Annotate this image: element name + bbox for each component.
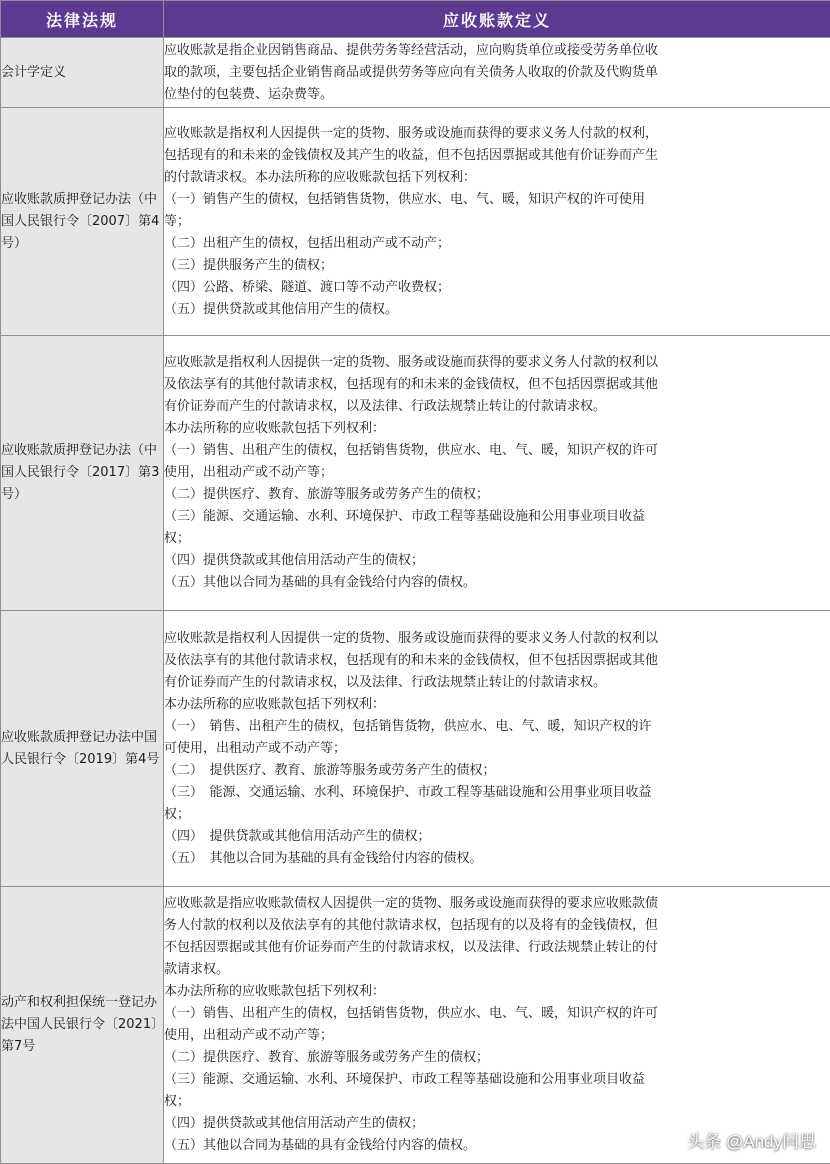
definition-line: 等； (164, 211, 830, 233)
definition-line: （五）提供贷款或其他信用产生的债权。 (164, 299, 830, 321)
definition-line: （一）销售、出租产生的债权，包括销售货物，供应水、电、气、暖，知识产权的许可 (164, 440, 830, 462)
table-header-row (1, 1, 830, 38)
definition-line: 权； (164, 528, 830, 550)
definition-line: （四） 提供贷款或其他信用活动产生的债权； (164, 826, 830, 848)
definition-line: 及依法享有的其他付款请求权，包括现有的和未来的金钱债权，但不包括因票据或其他 (164, 650, 830, 672)
definition-cell (164, 108, 830, 336)
definition-line: （五） 其他以合同为基础的具有金钱给付内容的债权。 (164, 848, 830, 870)
definition-line: 权； (164, 1091, 830, 1113)
law-name-2017: 应收账款质押登记办法（中国人民银行令〔2017〕第3号） (1, 336, 164, 611)
definition-line: 可使用，出租动产或不动产等； (164, 738, 830, 760)
definition-line: （三）提供服务产生的债权； (164, 255, 830, 277)
definition-line: 有价证券而产生的付款请求权，以及法律、行政法规禁止转让的付款请求权。 (164, 396, 830, 418)
header-law: 法律法规 (1, 1, 164, 38)
definition-line: （五）其他以合同为基础的具有金钱给付内容的债权。 (164, 572, 830, 594)
definition-cell (164, 611, 830, 887)
law-name-accounting: 会计学定义 (1, 38, 164, 108)
definition-line: （三） 能源、交通运输、水利、环境保护、市政工程等基础设施和公用事业项目收益 (164, 782, 830, 804)
table-row (1, 38, 830, 108)
definition-line: （三）能源、交通运输、水利、环境保护、市政工程等基础设施和公用事业项目收益 (164, 506, 830, 528)
definition-line: 应收账款是指应收账款债权人因提供一定的货物、服务或设施而获得的要求应收账款债 (164, 893, 830, 915)
law-name-2007: 应收账款质押登记办法（中国人民银行令〔2007〕第4号） (1, 108, 164, 336)
table-row (1, 887, 830, 1164)
definition-line: 位垫付的包装费、运杂费等。 (164, 84, 830, 106)
definition-line: （五）其他以合同为基础的具有金钱给付内容的债权。 (164, 1135, 830, 1157)
table-row (1, 336, 830, 611)
definition-line: （三）能源、交通运输、水利、环境保护、市政工程等基础设施和公用事业项目收益 (164, 1069, 830, 1091)
definition-line: 的付款请求权。本办法所称的应收账款包括下列权利： (164, 167, 830, 189)
table-row (1, 611, 830, 887)
definition-line: （一）销售、出租产生的债权，包括销售货物，供应水、电、气、暖，知识产权的许可 (164, 1003, 830, 1025)
definition-line: （二）提供医疗、教育、旅游等服务或劳务产生的债权； (164, 1047, 830, 1069)
definition-line: （二）出租产生的债权，包括出租动产或不动产； (164, 233, 830, 255)
definition-line: （四）提供贷款或其他信用活动产生的债权； (164, 550, 830, 572)
definition-line: 权； (164, 804, 830, 826)
law-name-2021: 动产和权利担保统一登记办法中国人民银行令〔2021〕第7号 (1, 887, 164, 1164)
definition-cell (164, 38, 830, 108)
definition-line: （一） 销售、出租产生的债权，包括销售货物，供应水、电、气、暖，知识产权的许 (164, 716, 830, 738)
definition-line: （四）提供贷款或其他信用活动产生的债权； (164, 1113, 830, 1135)
watermark: 头条 @Andy问思 (687, 1127, 816, 1152)
definition-line: 应收账款是指权利人因提供一定的货物、服务或设施而获得的要求义务人付款的权利以 (164, 352, 830, 374)
definition-line: 本办法所称的应收账款包括下列权利： (164, 694, 830, 716)
definition-line: （二） 提供医疗、教育、旅游等服务或劳务产生的债权； (164, 760, 830, 782)
definition-line: 有价证券而产生的付款请求权，以及法律、行政法规禁止转让的付款请求权。 (164, 672, 830, 694)
definition-line: 包括现有的和未来的金钱债权及其产生的收益，但不包括因票据或其他有价证券而产生 (164, 145, 830, 167)
definition-line: 使用，出租动产或不动产等； (164, 462, 830, 484)
definition-line: （四）公路、桥梁、隧道、渡口等不动产收费权； (164, 277, 830, 299)
law-name-2019: 应收账款质押登记办法中国人民银行令〔2019〕第4号 (1, 611, 164, 887)
definition-line: （一）销售产生的债权，包括销售货物，供应水、电、气、暖，知识产权的许可使用 (164, 189, 830, 211)
definition-line: 款请求权。 (164, 959, 830, 981)
definition-line: 不包括因票据或其他有价证券而产生的付款请求权，以及法律、行政法规禁止转让的付 (164, 937, 830, 959)
definition-line: 取的款项，主要包括企业销售商品或提供劳务等应向有关债务人收取的价款及代购货单 (164, 62, 830, 84)
definition-cell (164, 336, 830, 611)
definition-line: 应收账款是指权利人因提供一定的货物、服务或设施而获得的要求义务人付款的权利， (164, 123, 830, 145)
definition-line: 应收账款是指权利人因提供一定的货物、服务或设施而获得的要求义务人付款的权利以 (164, 628, 830, 650)
header-definition: 应收账款定义 (164, 1, 830, 38)
definition-line: 使用，出租动产或不动产等； (164, 1025, 830, 1047)
definition-line: （二）提供医疗、教育、旅游等服务或劳务产生的债权； (164, 484, 830, 506)
definition-line: 务人付款的权利以及依法享有的其他付款请求权，包括现有的以及将有的金钱债权，但 (164, 915, 830, 937)
table-row (1, 108, 830, 336)
definition-cell (164, 887, 830, 1164)
definition-line: 本办法所称的应收账款包括下列权利： (164, 981, 830, 1003)
definition-line: 应收账款是指企业因销售商品、提供劳务等经营活动，应向购货单位或接受劳务单位收 (164, 40, 830, 62)
definition-line: 本办法所称的应收账款包括下列权利： (164, 418, 830, 440)
definition-line: 及依法享有的其他付款请求权，包括现有的和未来的金钱债权，但不包括因票据或其他 (164, 374, 830, 396)
